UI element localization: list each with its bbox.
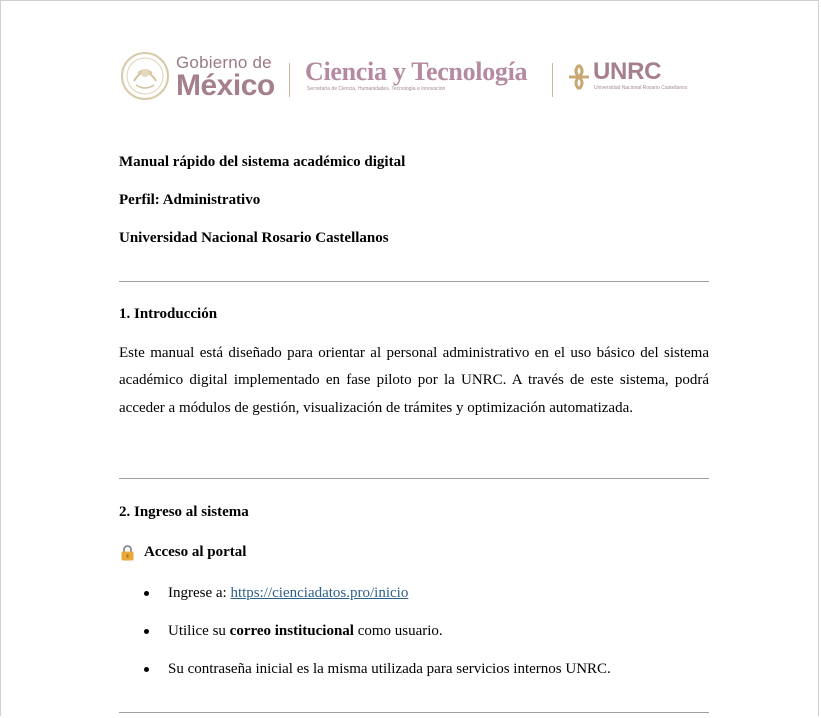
gobierno-small-text: Gobierno de [176,53,272,72]
section-heading-introduction: 1. Introducción [119,306,218,322]
section-divider [119,712,709,713]
list-item [144,620,611,658]
list-item-text: como usuario. [353,623,443,639]
list-item [144,582,611,620]
list-item-text: Utilice su [168,623,230,639]
profile-line: Perfil: Administrativo [119,192,261,208]
university-line: Universidad Nacional Rosario Castellanos [119,230,389,246]
document-title: Manual rápido del sistema académico digital [119,154,406,170]
list-item [144,658,611,696]
portal-access-label: Acceso al portal [144,544,247,560]
logo-divider [552,63,553,97]
unrc-logo-title: UNRC [593,58,662,85]
logo-divider [289,63,290,97]
gobierno-big-text: México [176,69,275,102]
introduction-paragraph: Este manual está diseñado para orientar al personal administrativo en el uso básico del sistema académico digital implementado en fase piloto por la UNRC. A través de este sistema, podrá acceder a módulos de gestión, visualización de trámites y optimización automatizada. [119,345,709,416]
mexico-seal-icon [120,51,170,101]
list-item-text: Ingrese a: [168,585,231,601]
section-heading-login: 2. Ingreso al sistema [119,504,249,520]
section-divider [119,281,709,282]
login-instructions-list [144,582,611,696]
ciencia-logo-title: Ciencia y Tecnología [305,57,528,86]
logo-header [120,51,710,103]
portal-link[interactable]: https://cienciadatos.pro/inicio [230,585,409,601]
portal-access-subheading [119,544,246,561]
lock-icon [119,544,136,561]
list-item-text: Su contraseña inicial es la misma utilizada para servicios internos UNRC. [168,661,611,677]
section-divider [119,478,709,479]
list-item-emphasis: correo institucional [229,623,354,639]
ciencia-logo-subtitle: Secretaría de Ciencia, Humanidades, Tecnología e Innovación [307,86,446,92]
unrc-mark-icon [567,63,591,91]
unrc-logo-subtitle: Universidad Nacional Rosario Castellanos [594,85,688,91]
gobierno-logo [176,54,275,101]
